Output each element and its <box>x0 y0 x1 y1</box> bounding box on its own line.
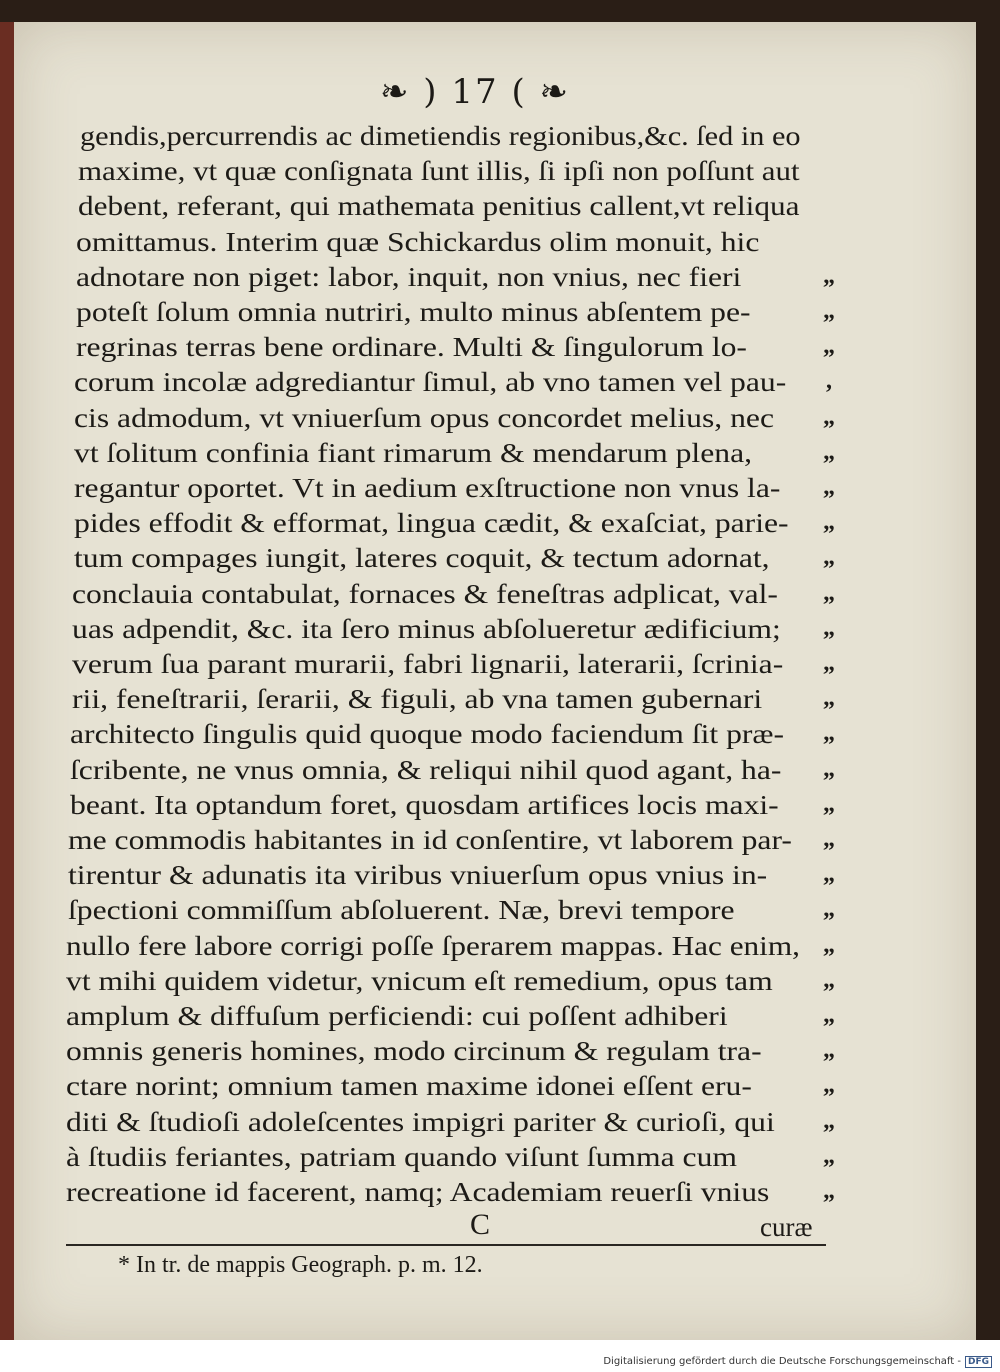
text-line: debent, referant, qui mathemata penitius callent,vt reliqua <box>78 190 800 222</box>
quote-mark: „ <box>823 544 835 571</box>
quote-mark: „ <box>823 966 835 993</box>
quote-mark: „ <box>823 614 835 641</box>
text-line: rii, feneſtrarii, ſerarii, & figuli, ab vna tamen gubernari <box>72 683 763 715</box>
quote-mark: „ <box>823 438 835 465</box>
text-line: vt ſolitum confinia fiant rimarum & mendarum plena, <box>74 436 753 468</box>
quote-mark: „ <box>823 826 835 852</box>
text-line: gendis,percurrendis ac dimetiendis regionibus,&c. ſed in eo <box>80 120 801 151</box>
quote-mark: „ <box>823 333 835 360</box>
quote-mark: „ <box>823 1037 835 1064</box>
quote-mark: „ <box>823 474 835 500</box>
dfg-logo: DFG <box>965 1356 992 1368</box>
quote-mark: , <box>826 368 832 395</box>
text-line: nullo fere labore corrigi poſſe ſperarem mappas. Hac enim, <box>66 929 800 961</box>
catchword: curæ <box>760 1212 813 1242</box>
quote-mark: „ <box>823 1002 835 1028</box>
quote-mark: „ <box>823 861 835 888</box>
text-line: regantur oportet. Vt in aedium exſtructione non vnus la- <box>74 472 781 503</box>
digitization-credit <box>603 1356 992 1368</box>
text-line: recreatione id facerent, namq; Academiam reuerſi vnius <box>66 1176 770 1207</box>
text-line: diti & ſtudioſi adoleſcentes impigri pariter & curioſi, qui <box>66 1105 775 1137</box>
quote-mark: „ <box>823 931 835 958</box>
text-line: vt mihi quidem videtur, vnicum eſt remedium, opus tam <box>66 964 773 996</box>
quote-mark: „ <box>823 1072 835 1099</box>
quote-mark: „ <box>823 262 835 289</box>
quote-mark: „ <box>823 403 835 430</box>
text-line: adnotare non piget: labor, inquit, non vnius, nec fieri <box>76 260 742 292</box>
text-line: cis admodum, vt vniuerſum opus concordet melius, nec <box>74 401 775 433</box>
quote-mark: „ <box>823 1142 835 1169</box>
quote-mark: „ <box>823 685 835 712</box>
text-line: ctare norint; omnium tamen maxime idonei eſſent eru- <box>66 1070 752 1102</box>
text-line: regrinas terras bene ordinare. Multi & ſingulorum lo- <box>76 331 747 363</box>
footnote: * In tr. de mappis Geograph. p. m. 12. <box>118 1252 483 1278</box>
text-line: me commodis habitantes in id conſentire, vt laborem par- <box>68 824 792 855</box>
text-line: architecto ſingulis quid quoque modo faciendum ſit præ- <box>70 718 785 750</box>
text-line: ſcribente, ne vnus omnia, & reliqui nihil quod agant, ha- <box>70 753 782 785</box>
quote-mark: „ <box>823 896 835 923</box>
quote-mark: „ <box>823 509 835 536</box>
quote-mark: „ <box>823 790 835 817</box>
quote-mark: „ <box>823 650 835 676</box>
text-line: amplum & diffuſum perficiendi: cui poſſent adhiberi <box>66 1000 728 1031</box>
quote-mark: „ <box>823 579 835 606</box>
quote-mark: „ <box>823 298 835 324</box>
text-line: uas adpendit, &c. ita ſero minus abſolueretur ædificium; <box>72 612 781 644</box>
text-line: ſpectioni commiſſum abſoluerent. Næ, brevi tempore <box>68 894 735 926</box>
footnote-rule <box>66 1244 826 1246</box>
quote-mark: „ <box>823 1107 835 1134</box>
quote-mark: „ <box>823 1178 835 1204</box>
binding-edge <box>0 22 14 1340</box>
credit-text: Digitalisierung gefördert durch die Deutsche Forschungsgemeinschaft - <box>603 1356 961 1367</box>
text-line: poteſt ſolum omnia nutriri, multo minus abſentem pe- <box>76 296 751 327</box>
page-header: ❧ ) 17 ( ❧ <box>380 72 570 112</box>
text-line: pides effodit & efformat, lingua cædit, & exaſciat, parie- <box>74 507 789 539</box>
text-line: verum ſua parant murarii, fabri lignarii, laterarii, ſcrinia- <box>72 648 784 679</box>
text-line: tum compages iungit, lateres coquit, & tectum adornat, <box>74 542 770 574</box>
text-line: tirentur & adunatis ita viribus vniuerſum opus vnius in- <box>68 859 768 891</box>
signature-mark: C <box>470 1208 491 1241</box>
text-line: beant. Ita optandum foret, quosdam artifices locis maxi- <box>70 788 779 820</box>
text-line: maxime, vt quæ conſignata ſunt illis, ſi ipſi non poſſunt aut <box>78 155 800 187</box>
text-line: à ſtudiis feriantes, patriam quando viſunt ſumma cum <box>66 1140 738 1172</box>
quote-mark: „ <box>823 755 835 782</box>
text-line: omnis generis homines, modo circinum & regulam tra- <box>66 1035 762 1067</box>
text-line: corum incolæ adgrediantur ſimul, ab vno tamen vel pau- <box>74 366 787 398</box>
quote-mark: „ <box>823 720 835 747</box>
text-line: omittamus. Interim quæ Schickardus olim monuit, hic <box>76 225 760 257</box>
text-line: conclauia contabulat, fornaces & feneſtras adplicat, val- <box>72 577 778 609</box>
